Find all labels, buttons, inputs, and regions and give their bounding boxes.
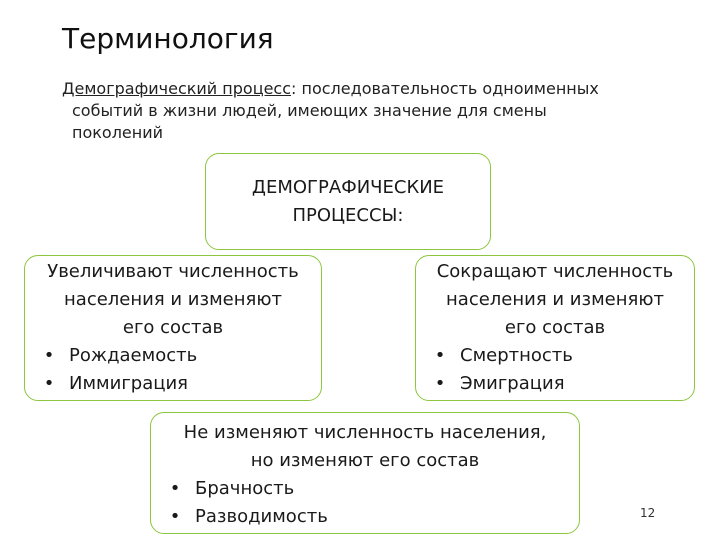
definition-line-3: поколений bbox=[72, 123, 164, 142]
top-box-line-1: ДЕМОГРАФИЧЕСКИЕ bbox=[251, 177, 445, 198]
increase-population-box bbox=[24, 255, 322, 401]
list-item bbox=[430, 370, 694, 398]
top-box-line-2: ПРОЦЕССЫ: bbox=[292, 205, 404, 226]
right-box-line-3: его состав bbox=[504, 317, 606, 338]
right-box-line-2: населения и изменяют bbox=[446, 289, 664, 310]
list-item-label: Смертность bbox=[460, 345, 573, 366]
bullet-icon: • bbox=[43, 373, 55, 394]
bullet-icon: • bbox=[434, 345, 446, 366]
left-box-list bbox=[25, 342, 321, 398]
list-item-label: Брачность bbox=[195, 478, 295, 499]
definition-text bbox=[62, 78, 662, 144]
decrease-population-box bbox=[415, 255, 695, 401]
definition-term: Демографический процесс bbox=[62, 79, 292, 98]
list-item bbox=[165, 475, 579, 503]
list-item bbox=[39, 342, 321, 370]
bottom-box-line-2: но изменяют его состав bbox=[250, 450, 480, 471]
demographic-processes-box bbox=[205, 153, 491, 250]
bullet-icon: • bbox=[169, 506, 181, 527]
right-box-list bbox=[416, 342, 694, 398]
list-item bbox=[165, 503, 579, 531]
definition-line-1: : последовательность одноименных bbox=[291, 79, 599, 98]
left-box-line-2: населения и изменяют bbox=[64, 289, 282, 310]
bottom-box-list bbox=[151, 475, 579, 531]
list-item-label: Эмиграция bbox=[460, 373, 565, 394]
slide-title: Терминология bbox=[62, 22, 274, 55]
list-item-label: Рождаемость bbox=[69, 345, 198, 366]
list-item-label: Иммиграция bbox=[69, 373, 189, 394]
definition-line-2: событий в жизни людей, имеющих значение для смены bbox=[72, 101, 547, 120]
right-box-line-1: Сокращают численность bbox=[436, 261, 674, 282]
left-box-line-3: его состав bbox=[122, 317, 224, 338]
left-box-line-1: Увеличивают численность bbox=[47, 261, 299, 282]
page-number: 12 bbox=[640, 506, 656, 520]
list-item bbox=[430, 342, 694, 370]
bullet-icon: • bbox=[434, 373, 446, 394]
bullet-icon: • bbox=[43, 345, 55, 366]
list-item-label: Разводимость bbox=[195, 506, 328, 527]
list-item bbox=[39, 370, 321, 398]
bottom-box-line-1: Не изменяют численность населения, bbox=[183, 422, 547, 443]
bullet-icon: • bbox=[169, 478, 181, 499]
composition-change-box bbox=[150, 412, 580, 534]
